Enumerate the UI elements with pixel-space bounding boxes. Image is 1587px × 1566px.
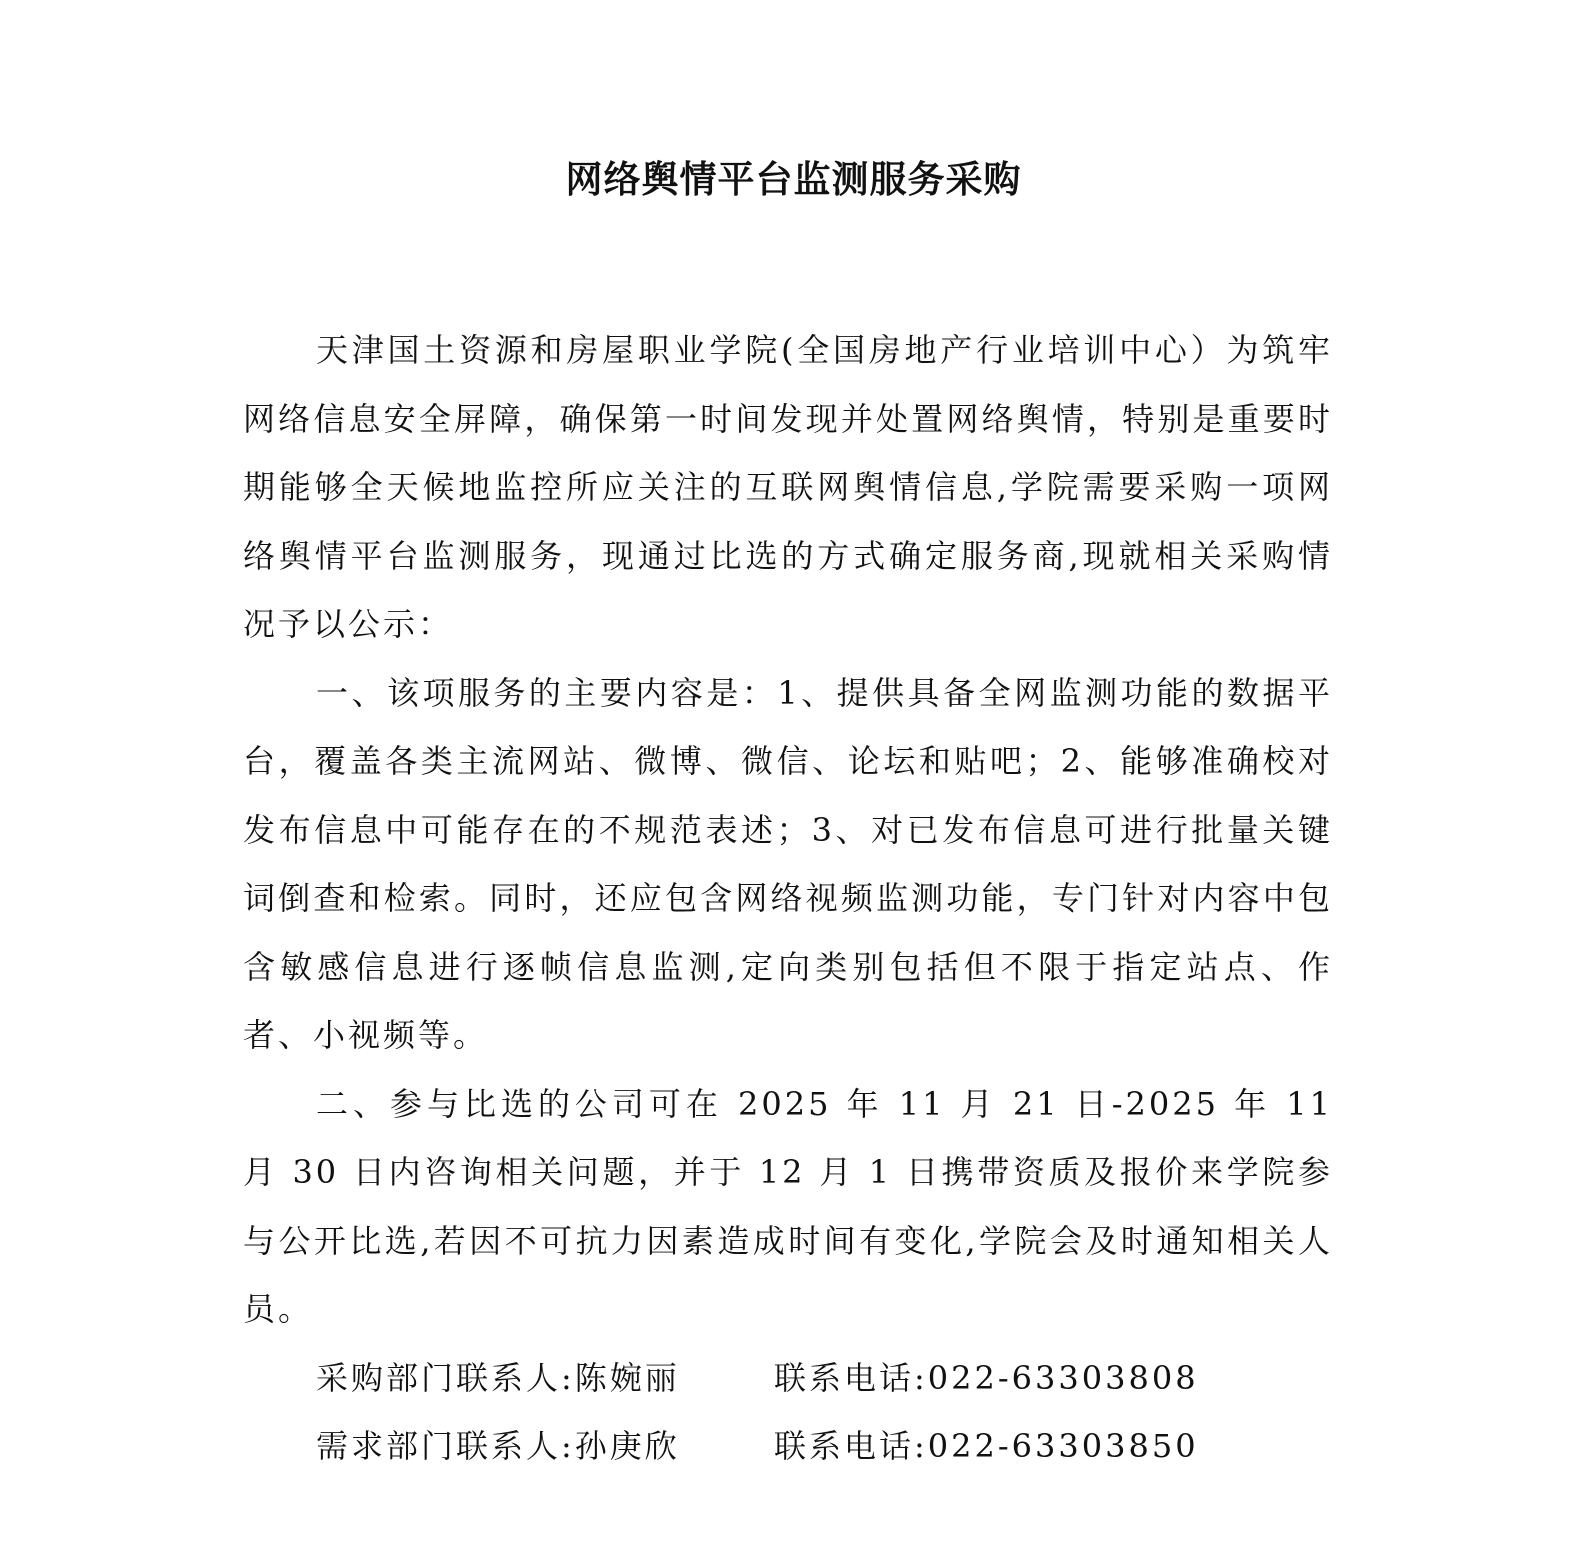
contact-row-procurement xyxy=(243,1344,1333,1413)
document-body xyxy=(243,316,1333,1481)
paragraph-intro: 天津国土资源和房屋职业学院(全国房地产行业培训中心）为筑牢网络信息安全屏障，确保第一时间发现并处置网络舆情，特别是重要时期能够全天候地监控所应关注的互联网舆情信息,学院需要采购一项网络舆情平台监测服务，现通过比选的方式确定服务商,现就相关采购情况予以公示： xyxy=(243,331,1333,643)
contact-demand-phone: 联系电话:022-63303850 xyxy=(774,1427,1199,1465)
contact-procurement-phone: 联系电话:022-63303808 xyxy=(774,1358,1199,1397)
contact-demand-person: 需求部门联系人:孙庚欣 xyxy=(316,1427,680,1465)
document-title: 网络舆情平台监测服务采购 xyxy=(565,158,1022,201)
contact-row-demand xyxy=(243,1412,1333,1481)
paragraph-schedule: 二、参与比选的公司可在 2025 年 11 月 21 日-2025 年 11 月 30 日内咨询相关问题，并于 12 月 1 日携带资质及报价来学院参与公开比选,若因不可抗力因素造成时间有变化,学院会及时通知相关人员。 xyxy=(243,1084,1333,1328)
paragraph-service-content: 一、该项服务的主要内容是：1、提供具备全网监测功能的数据平台，覆盖各类主流网站、微博、微信、论坛和贴吧；2、能够准确校对发布信息中可能存在的不规范表述；3、对已发布信息可进行批量关键词倒查和检索。同时，还应包含网络视频监测功能，专门针对内容中包含敏感信息进行逐帧信息监测,定向类别包括但不限于指定站点、作者、小视频等。 xyxy=(243,673,1333,1054)
contact-procurement-person: 采购部门联系人:陈婉丽 xyxy=(316,1358,680,1397)
